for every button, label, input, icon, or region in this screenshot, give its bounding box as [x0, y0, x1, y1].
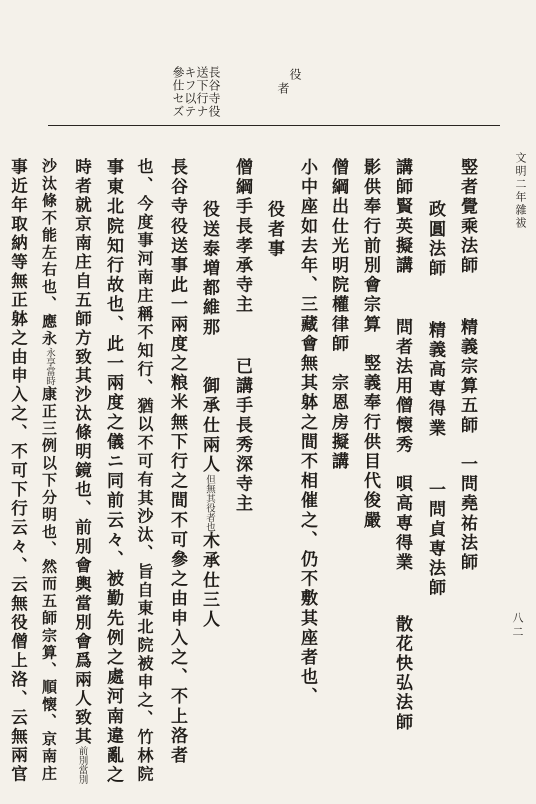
text-column — [136, 158, 152, 784]
text-column — [233, 158, 250, 514]
running-head: 文明二年雜祓 — [514, 152, 527, 230]
text-column — [265, 158, 282, 259]
interlinear-note: 前別 — [76, 746, 88, 766]
header-role-col-4: 參仕セズ — [171, 66, 185, 118]
text-column — [298, 158, 315, 707]
text-column — [393, 158, 410, 732]
text-column — [329, 158, 346, 472]
text-segment: 影供奉行前別會宗算 竪義奉行供目代俊嚴 — [360, 158, 380, 531]
text-segment: 時者就京南庄自五師方致其沙汰條明鏡也、前別會輿當別會爲兩人致其 — [72, 158, 92, 747]
text-segment: 僧綱手長孝承寺主 已講手長秀深寺主 — [232, 158, 252, 514]
text-segment: 木承仕三人 — [199, 531, 219, 630]
text-column — [426, 158, 443, 598]
header-divider — [48, 125, 500, 126]
text-segment: 講師賢英擬講 問者法用僧懐秀 唄高専得業 散花快弘法師 — [392, 158, 412, 733]
page-number: 八二 — [511, 612, 524, 640]
header-heading-col-2: 者 — [276, 82, 290, 95]
text-segment: 竪者覺乘法師 精義宗算五師 一問堯祐法師 — [457, 158, 477, 573]
text-column — [9, 158, 26, 784]
text-column — [168, 158, 185, 766]
header-role-col-1: 長谷寺役 — [207, 66, 221, 118]
header-role-col-2: 送下行ナ — [195, 66, 209, 118]
text-column — [41, 158, 56, 783]
text-segment: 也、今度事河南庄稱不知行、猶以不可有其沙汰、旨自東北院被申之、竹林院 — [135, 158, 154, 784]
text-column — [73, 158, 90, 784]
text-column — [361, 158, 378, 530]
text-segment: 康正三例以下分明也、然而五師宗算、順懐、京南庄 — [40, 385, 58, 783]
text-segment: 事近年取納等無正躰之由申入之、不可下行云々、云無役僧上洛、云無兩官 — [8, 158, 28, 785]
text-column — [200, 158, 217, 630]
text-segment: 事東北院知行故也、此一兩度之儀ニ同前云々、被勤先例之處河南違亂之 — [103, 158, 123, 786]
text-segment: 役送泰増都維那 御承仕兩人 — [199, 158, 219, 475]
header-heading-col-1: 役 — [288, 68, 302, 81]
text-column — [458, 158, 475, 573]
interlinear-note: 但無其役者也 — [204, 474, 215, 532]
text-segment: 僧綱出仕光明院權律師 宗恩房擬講 — [328, 158, 348, 472]
text-segment: 政圓法師 精義高専得業 一問貞専法師 — [425, 158, 445, 599]
text-segment: 役者事 — [264, 158, 284, 259]
interlinear-note: 永享當時 — [44, 347, 55, 386]
text-segment: 長谷寺役送事此一兩度之粮米無下行之間不可參之由申入之、不上洛者 — [167, 158, 187, 766]
text-segment: 小中座如去年、三藏會無其躰之間不相催之、仍不敷其座者也、 — [297, 158, 317, 707]
text-column — [104, 158, 121, 785]
header-role-col-3: キフ以テ — [183, 66, 197, 118]
text-segment: 沙汰條不能左右也、應永 — [40, 158, 58, 348]
interlinear-note: 當別 — [76, 765, 88, 785]
